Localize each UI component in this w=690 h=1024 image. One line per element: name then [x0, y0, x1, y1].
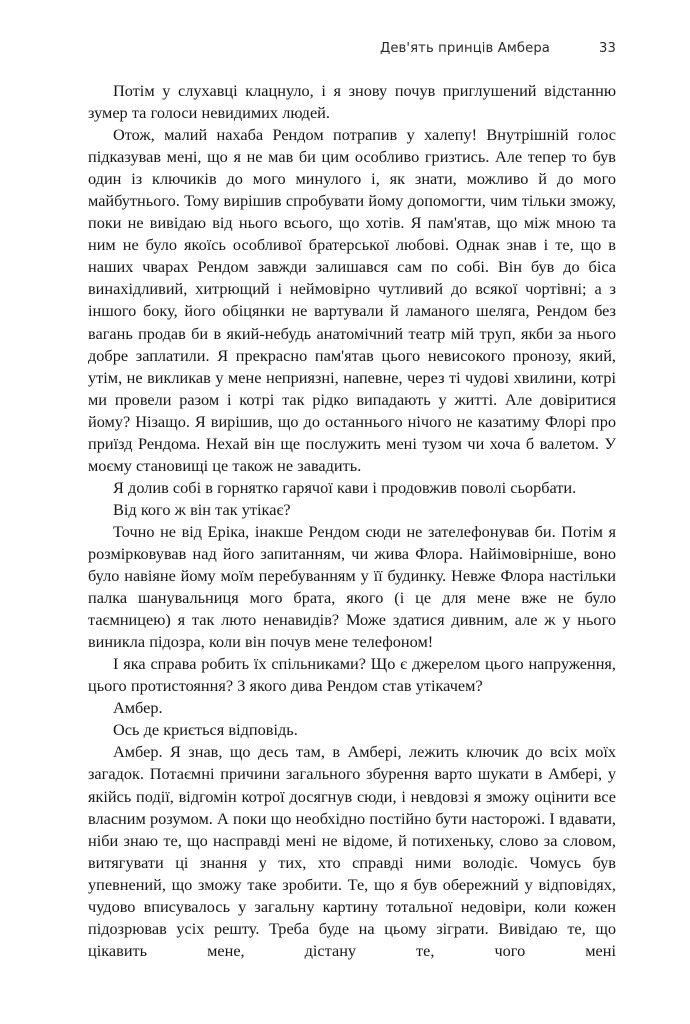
running-header-title: Дев'ять принців Амбера — [379, 41, 550, 56]
running-header — [88, 41, 616, 56]
paragraph: Отож, малий нахаба Рендом потрапив у халепу! Внутрішній голос підказував мені, що я не мав би цим особливо гризтись. Але тепер то був один із ключиків до мого минулого і, як знати, можливо й до мого майбутнього. Тому вирішив спробувати йому допомогти, чим тільки зможу, поки не вивідаю від нього всього, що хотів. Я пам'ятав, що між мною та ним не було якоїсь особливої братерської любові. Однак знав і те, що в наших чварах Рендом завжди залишався сам по собі. Він був до біса винахідливий, хитрющий і неймовірно чутливий до всякої чортівні; а з іншого боку, його обіцянки не вартували й ламаного шеляга, Рендом без вагань продав би в який-небудь анатомічний театр мій труп, якби за нього добре заплатили. Я прекрасно пам'ятав цього невисокого пронозу, який, утім, не викликав у мене неприязні, напевне, через ті чудові хвилини, котрі ми провели разом і котрі так рідко випадають у житті. Але довіритися йому? Нізащо. Я вирішив, що до останнього нічого не казатиму Флорі про приїзд Рендома. Нехай він ще послужить мені тузом чи хоча б валетом. У моєму становищі це також не завадить. — [88, 125, 616, 475]
body-text — [88, 80, 616, 962]
paragraph: Амбер. — [113, 698, 163, 718]
paragraph: Потім у слухавці клацнуло, і я знову почув приглушений відстанню зумер та голоси невидимих людей. — [88, 81, 616, 123]
paragraph: Ось де криється відповідь. — [113, 720, 298, 740]
paragraph: Я долив собі в горнятко гарячої кави і продовжив поволі сьорбати. — [113, 477, 577, 497]
page-number: 33 — [599, 41, 616, 56]
paragraph: Точно не від Еріка, інакше Рендом сюди не зателефонував би. Потім я розмірковував над його запитанням, чи жива Флора. Найімовірніше, воно було навіяне йому моїм перебуванням у її будинку. Невже Флора настільки палка шанувальниця мого брата, якого (і це для мене вже не було таємницею) я так люто ненавидів? Може здатися дивним, але ж у нього виникла підозра, коли він почув мене телефоном! — [88, 521, 616, 652]
paragraph: Від кого ж він так утікає? — [113, 499, 291, 519]
paragraph: І яка справа робить їх спільниками? Що є джерелом цього напруження, цього протистояння? З якого дива Рендом став утікачем? — [88, 654, 616, 696]
paragraph: Амбер. Я знав, що десь там, в Амбері, лежить ключик до всіх моїх загадок. Потаємні причини загального збурення варто шукати в Амбері, у якійсь події, відгомін котрої досягнув сюди, і невдовзі я зможу оцінити все власним розумом. А поки що необхідно постійно бути насторожі. І вдавати, ніби знаю те, що насправді мені не відоме, й потихеньку, слово за словом, витягувати ці знання у тих, хто справді ними володіє. Чомусь був упевнений, що зможу таке зробити. Те, що я був обережний у відповідях, чудово вписувалось у загальну картину тотальної недовіри, коли кожен підозрював усіх решту. Треба буде на цьому зіграти. Вивідаю те, що цікавить мене, дістану те, чого мені — [88, 742, 616, 960]
